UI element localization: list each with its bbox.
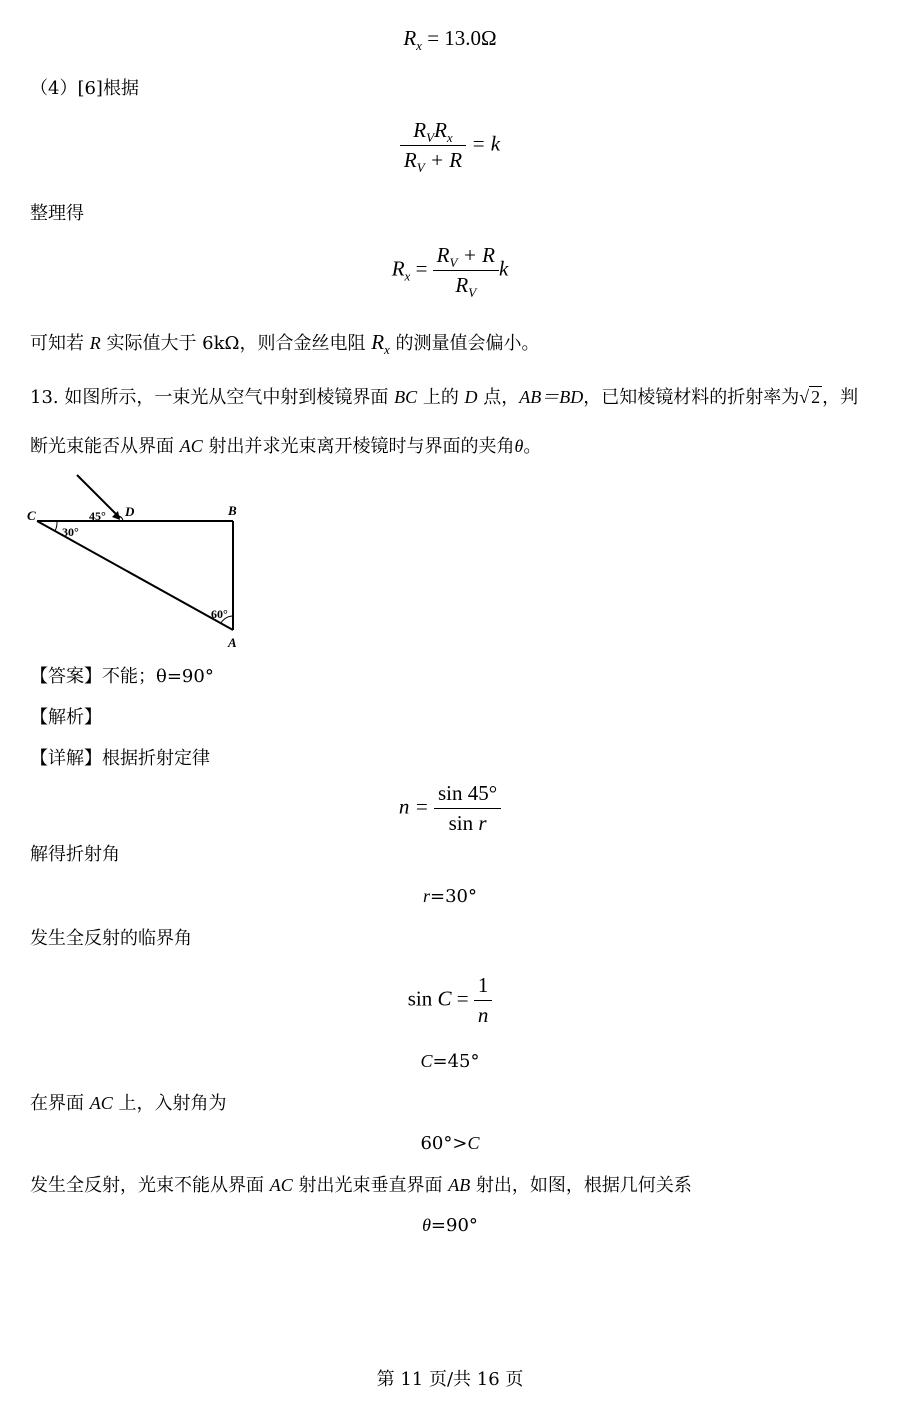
- rearrange-label: 整理得: [30, 203, 84, 224]
- final-line: 发生全反射，光束不能从界面 AC 射出光束垂直界面 AB 射出，如图，根据几何关系: [30, 1175, 692, 1196]
- angle-arc-30: [55, 521, 57, 531]
- page-footer: 第 11 页/共 16 页: [376, 1369, 524, 1390]
- equation-n: n = $\frac{\sin 45^\circ}{\text{sin r}}$: [0, 783, 900, 834]
- part4-label: （4）[6]根据: [30, 78, 139, 99]
- c-value: C=45°: [420, 1051, 480, 1072]
- equation-rx-formula: $R_x$ = $\frac{R_V + R}{R_V}$ k: [391, 243, 509, 300]
- equation-sinc: sin C = $\frac{1}{n}$: [0, 975, 900, 1026]
- label-d: D: [125, 504, 135, 519]
- equation-k: $\frac{R_VR_x}{R_V + R}$ = k: [0, 120, 900, 171]
- label-angle-60: 60°: [211, 607, 228, 621]
- detail-line: 【详解】根据折射定律: [30, 748, 210, 769]
- r-value: r=30°: [422, 886, 477, 907]
- label-angle-45: 45°: [89, 509, 106, 523]
- incidence-label: 在界面 AC 上，入射角为: [30, 1093, 227, 1114]
- sqrt-symbol: √ 2: [799, 387, 821, 407]
- compare-line: 60°>C: [420, 1133, 480, 1154]
- answer-line: 【答案】不能；θ=90°: [30, 666, 214, 687]
- conclusion-line: 可知若 R 实际值大于 6kΩ，则合金丝电阻 $R_x$ 的测量值会偏小。: [30, 330, 540, 357]
- label-a: A: [228, 635, 237, 650]
- analysis-label: 【解析】: [30, 707, 102, 728]
- equation-rx-value: $R_x = 13.0\Omega$: [403, 26, 497, 53]
- theta-value: θ=90°: [422, 1215, 478, 1236]
- label-c: C: [27, 508, 36, 523]
- label-b: B: [228, 503, 237, 518]
- label-angle-30: 30°: [62, 525, 79, 539]
- question-13-line2: 断光束能否从界面 AC 射出并求光束离开棱镜时与界面的夹角θ。: [30, 436, 542, 457]
- critical-angle-label: 发生全反射的临界角: [30, 928, 192, 949]
- prism-figure: [25, 470, 250, 650]
- solve-refraction-label: 解得折射角: [30, 844, 120, 865]
- question-13-line1: 13. 如图所示，一束光从空气中射到棱镜界面 BC 上的 D 点，AB＝BD，已知棱镜材料的折射率为√ 2 ，判: [30, 387, 859, 408]
